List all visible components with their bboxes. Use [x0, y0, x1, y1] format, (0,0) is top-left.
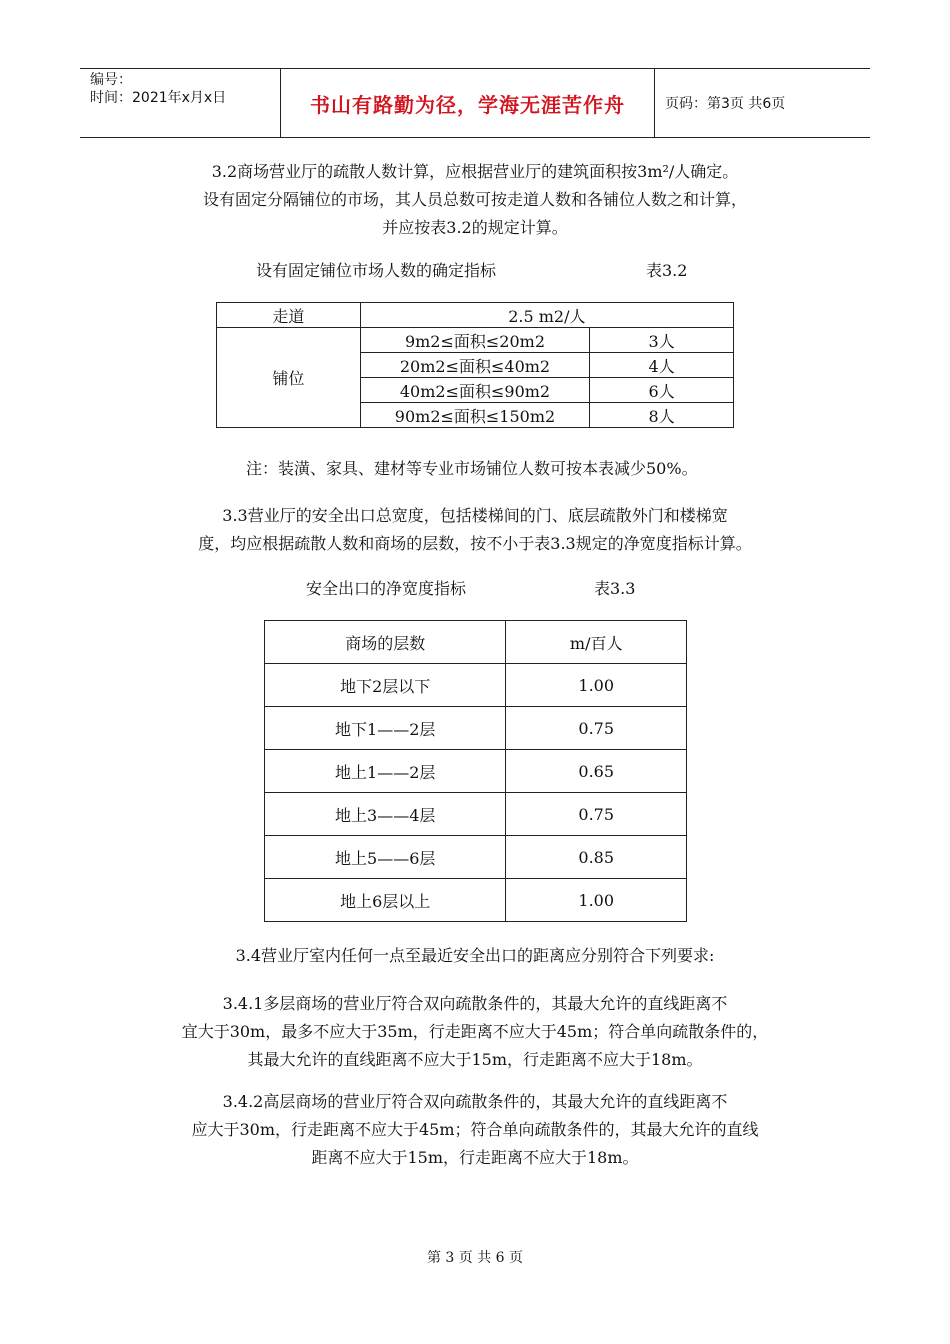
table-row	[265, 793, 687, 836]
section-3-4-1	[140, 990, 810, 1074]
table-3-3-number: 表3.3	[594, 579, 636, 598]
para-line: 3.4营业厅室内任何一点至最近安全出口的距离应分别符合下列要求:	[235, 946, 715, 965]
width-cell: 0.75	[506, 707, 687, 750]
width-cell: 0.85	[506, 836, 687, 879]
para-line: 设有固定分隔铺位的市场，其人员总数可按走道人数和各铺位人数之和计算，	[202, 190, 747, 209]
table-3-2-number: 表3.2	[646, 261, 688, 280]
para-line: 其最大允许的直线距离不应大于15m，行走距离不应大于18m。	[247, 1050, 703, 1069]
header-page-info: 页码：第3页 共6页	[665, 96, 786, 112]
section-3-3	[140, 502, 810, 558]
column-header: 商场的层数	[265, 621, 506, 664]
floor-cell: 地上1——2层	[265, 750, 506, 793]
stall-range-cell: 9m2≤面积≤20m2	[360, 328, 590, 353]
floor-cell: 地下1——2层	[265, 707, 506, 750]
section-3-4-2	[140, 1088, 810, 1172]
table-3-2-note: 注：装潢、家具、建材等专业市场铺位人数可按本表减少50%。	[246, 459, 698, 478]
aisle-value-cell: 2.5 m2/人	[360, 303, 733, 328]
column-header: m/百人	[506, 621, 687, 664]
para-line: 宜大于30m，最多不应大于35m，行走距离不应大于45m；符合单向疏散条件的，	[181, 1022, 769, 1041]
section-3-4-intro	[140, 942, 810, 970]
table-row	[265, 836, 687, 879]
stall-range-cell: 20m2≤面积≤40m2	[360, 353, 590, 378]
table-row	[265, 664, 687, 707]
aisle-label-cell: 走道	[217, 303, 361, 328]
width-cell: 1.00	[506, 879, 687, 922]
width-cell: 0.65	[506, 750, 687, 793]
stall-people-cell: 3人	[590, 328, 734, 353]
table-row	[265, 879, 687, 922]
para-line: 度，均应根据疏散人数和商场的层数，按不小于表3.3规定的净宽度指标计算。	[198, 534, 752, 553]
doc-number-label: 编号：	[90, 72, 132, 88]
floor-cell: 地上6层以上	[265, 879, 506, 922]
stall-label-cell: 铺位	[217, 328, 361, 428]
page-footer: 第 3 页 共 6 页	[426, 1250, 524, 1266]
table-3-3	[264, 620, 687, 922]
stall-people-cell: 6人	[590, 378, 734, 403]
para-line: 距离不应大于15m，行走距离不应大于18m。	[311, 1148, 639, 1167]
header-motto-cell	[281, 69, 655, 137]
stall-people-cell: 8人	[590, 403, 734, 428]
stall-range-cell: 90m2≤面积≤150m2	[360, 403, 590, 428]
para-line: 3.3营业厅的安全出口总宽度，包括楼梯间的门、底层疏散外门和楼梯宽	[222, 506, 728, 525]
header-page-cell	[655, 69, 870, 137]
table-row	[217, 328, 734, 353]
para-line: 并应按表3.2的规定计算。	[382, 218, 568, 237]
section-3-2	[140, 158, 810, 242]
width-cell: 1.00	[506, 664, 687, 707]
floor-cell: 地下2层以下	[265, 664, 506, 707]
floor-cell: 地上3——4层	[265, 793, 506, 836]
header-motto: 书山有路勤为径，学海无涯苦作舟	[310, 92, 625, 117]
doc-date-label: 时间：2021年x月x日	[90, 90, 227, 106]
para-line: 应大于30m，行走距离不应大于45m；符合单向疏散条件的，其最大允许的直线	[191, 1120, 759, 1139]
para-line: 3.4.2高层商场的营业厅符合双向疏散条件的，其最大允许的直线距离不	[222, 1092, 728, 1111]
table-3-2-title: 设有固定铺位市场人数的确定指标	[256, 261, 497, 280]
para-line: 3.4.1多层商场的营业厅符合双向疏散条件的，其最大允许的直线距离不	[222, 994, 728, 1013]
stall-range-cell: 40m2≤面积≤90m2	[360, 378, 590, 403]
table-3-3-title: 安全出口的净宽度指标	[306, 579, 467, 598]
table-row	[217, 303, 734, 328]
table-row	[265, 750, 687, 793]
table-row	[265, 707, 687, 750]
page-header	[80, 68, 870, 138]
stall-people-cell: 4人	[590, 353, 734, 378]
para-line: 3.2商场营业厅的疏散人数计算，应根据营业厅的建筑面积按3m²/人确定。	[211, 162, 739, 181]
width-cell: 0.75	[506, 793, 687, 836]
table-header-row	[265, 621, 687, 664]
header-meta	[80, 69, 281, 137]
table-3-2	[216, 302, 734, 428]
floor-cell: 地上5——6层	[265, 836, 506, 879]
